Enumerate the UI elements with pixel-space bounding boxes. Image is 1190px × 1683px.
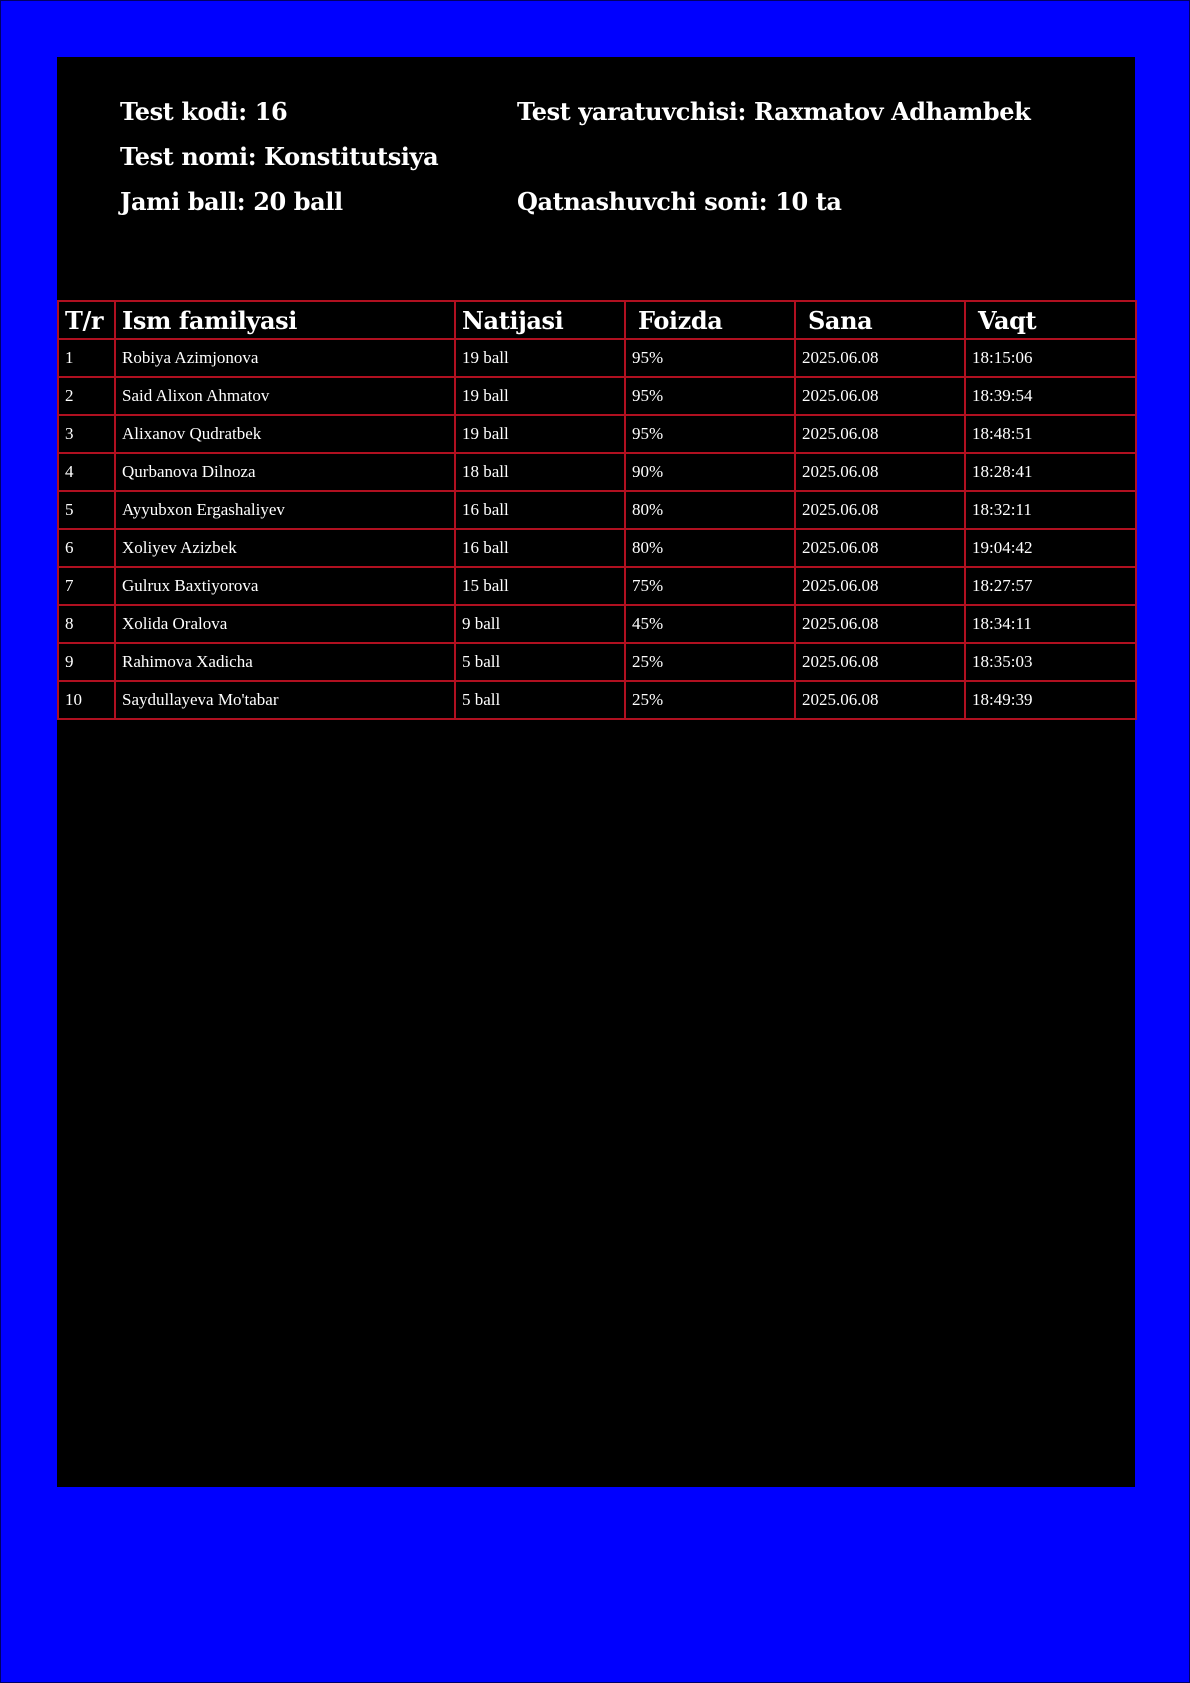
cell-number: 7 [58, 567, 115, 605]
cell-name: Ayyubxon Ergashaliyev [115, 491, 455, 529]
table-row [58, 529, 1136, 567]
cell-percent: 80% [625, 491, 795, 529]
test-code [120, 97, 287, 127]
cell-time: 18:35:03 [965, 643, 1136, 681]
table-row [58, 681, 1136, 719]
cell-number: 5 [58, 491, 115, 529]
cell-result: 5 ball [455, 681, 625, 719]
cell-time: 18:15:06 [965, 339, 1136, 377]
cell-result: 5 ball [455, 643, 625, 681]
cell-date: 2025.06.08 [795, 529, 965, 567]
table-row [58, 643, 1136, 681]
cell-date: 2025.06.08 [795, 377, 965, 415]
table-row [58, 415, 1136, 453]
cell-percent: 25% [625, 681, 795, 719]
cell-time: 18:49:39 [965, 681, 1136, 719]
participants-count [517, 187, 842, 217]
cell-name: Xoliyev Azizbek [115, 529, 455, 567]
cell-result: 16 ball [455, 529, 625, 567]
cell-name: Said Alixon Ahmatov [115, 377, 455, 415]
cell-time: 19:04:42 [965, 529, 1136, 567]
cell-result: 18 ball [455, 453, 625, 491]
test-author-label: Test yaratuvchisi: [517, 97, 746, 126]
cell-date: 2025.06.08 [795, 605, 965, 643]
cell-name: Xolida Oralova [115, 605, 455, 643]
cell-percent: 45% [625, 605, 795, 643]
cell-time: 18:34:11 [965, 605, 1136, 643]
results-sheet [57, 57, 1135, 1487]
cell-date: 2025.06.08 [795, 415, 965, 453]
cell-result: 19 ball [455, 415, 625, 453]
cell-percent: 80% [625, 529, 795, 567]
cell-result: 15 ball [455, 567, 625, 605]
cell-name: Saydullayeva Mo'tabar [115, 681, 455, 719]
cell-name: Alixanov Qudratbek [115, 415, 455, 453]
cell-name: Qurbanova Dilnoza [115, 453, 455, 491]
cell-time: 18:28:41 [965, 453, 1136, 491]
cell-percent: 95% [625, 339, 795, 377]
test-code-label: Test kodi: [120, 97, 247, 126]
cell-percent: 95% [625, 415, 795, 453]
column-header-name: Ism familyasi [115, 301, 455, 339]
column-header-percent: Foizda [625, 301, 795, 339]
table-row [58, 453, 1136, 491]
cell-date: 2025.06.08 [795, 567, 965, 605]
cell-number: 1 [58, 339, 115, 377]
cell-date: 2025.06.08 [795, 491, 965, 529]
table-row [58, 605, 1136, 643]
cell-time: 18:48:51 [965, 415, 1136, 453]
cell-result: 19 ball [455, 339, 625, 377]
table-row [58, 339, 1136, 377]
cell-percent: 95% [625, 377, 795, 415]
cell-number: 3 [58, 415, 115, 453]
column-header-date: Sana [795, 301, 965, 339]
cell-number: 2 [58, 377, 115, 415]
cell-percent: 90% [625, 453, 795, 491]
results-table [57, 300, 1137, 720]
cell-date: 2025.06.08 [795, 339, 965, 377]
test-name-label: Test nomi: [120, 142, 257, 171]
cell-percent: 75% [625, 567, 795, 605]
column-header-time: Vaqt [965, 301, 1136, 339]
cell-name: Rahimova Xadicha [115, 643, 455, 681]
test-name-value: Konstitutsiya [264, 142, 439, 171]
participants-value: 10 ta [775, 187, 842, 216]
cell-number: 8 [58, 605, 115, 643]
test-code-value: 16 [254, 97, 288, 126]
table-row [58, 567, 1136, 605]
total-score [120, 187, 343, 217]
cell-number: 9 [58, 643, 115, 681]
test-author-value: Raxmatov Adhambek [753, 97, 1031, 126]
cell-result: 9 ball [455, 605, 625, 643]
participants-label: Qatnashuvchi soni: [517, 187, 768, 216]
cell-result: 19 ball [455, 377, 625, 415]
cell-time: 18:39:54 [965, 377, 1136, 415]
cell-number: 6 [58, 529, 115, 567]
table-row [58, 377, 1136, 415]
table-row [58, 491, 1136, 529]
test-name [120, 142, 438, 172]
cell-number: 10 [58, 681, 115, 719]
cell-time: 18:27:57 [965, 567, 1136, 605]
cell-date: 2025.06.08 [795, 453, 965, 491]
cell-time: 18:32:11 [965, 491, 1136, 529]
cell-number: 4 [58, 453, 115, 491]
cell-percent: 25% [625, 643, 795, 681]
cell-name: Robiya Azimjonova [115, 339, 455, 377]
total-score-label: Jami ball: [120, 187, 246, 216]
test-author [517, 97, 1030, 127]
total-score-value: 20 ball [253, 187, 343, 216]
table-header-row [58, 301, 1136, 339]
cell-date: 2025.06.08 [795, 681, 965, 719]
cell-result: 16 ball [455, 491, 625, 529]
cell-name: Gulrux Baxtiyorova [115, 567, 455, 605]
column-header-result: Natijasi [455, 301, 625, 339]
cell-date: 2025.06.08 [795, 643, 965, 681]
column-header-number: T/r [58, 301, 115, 339]
